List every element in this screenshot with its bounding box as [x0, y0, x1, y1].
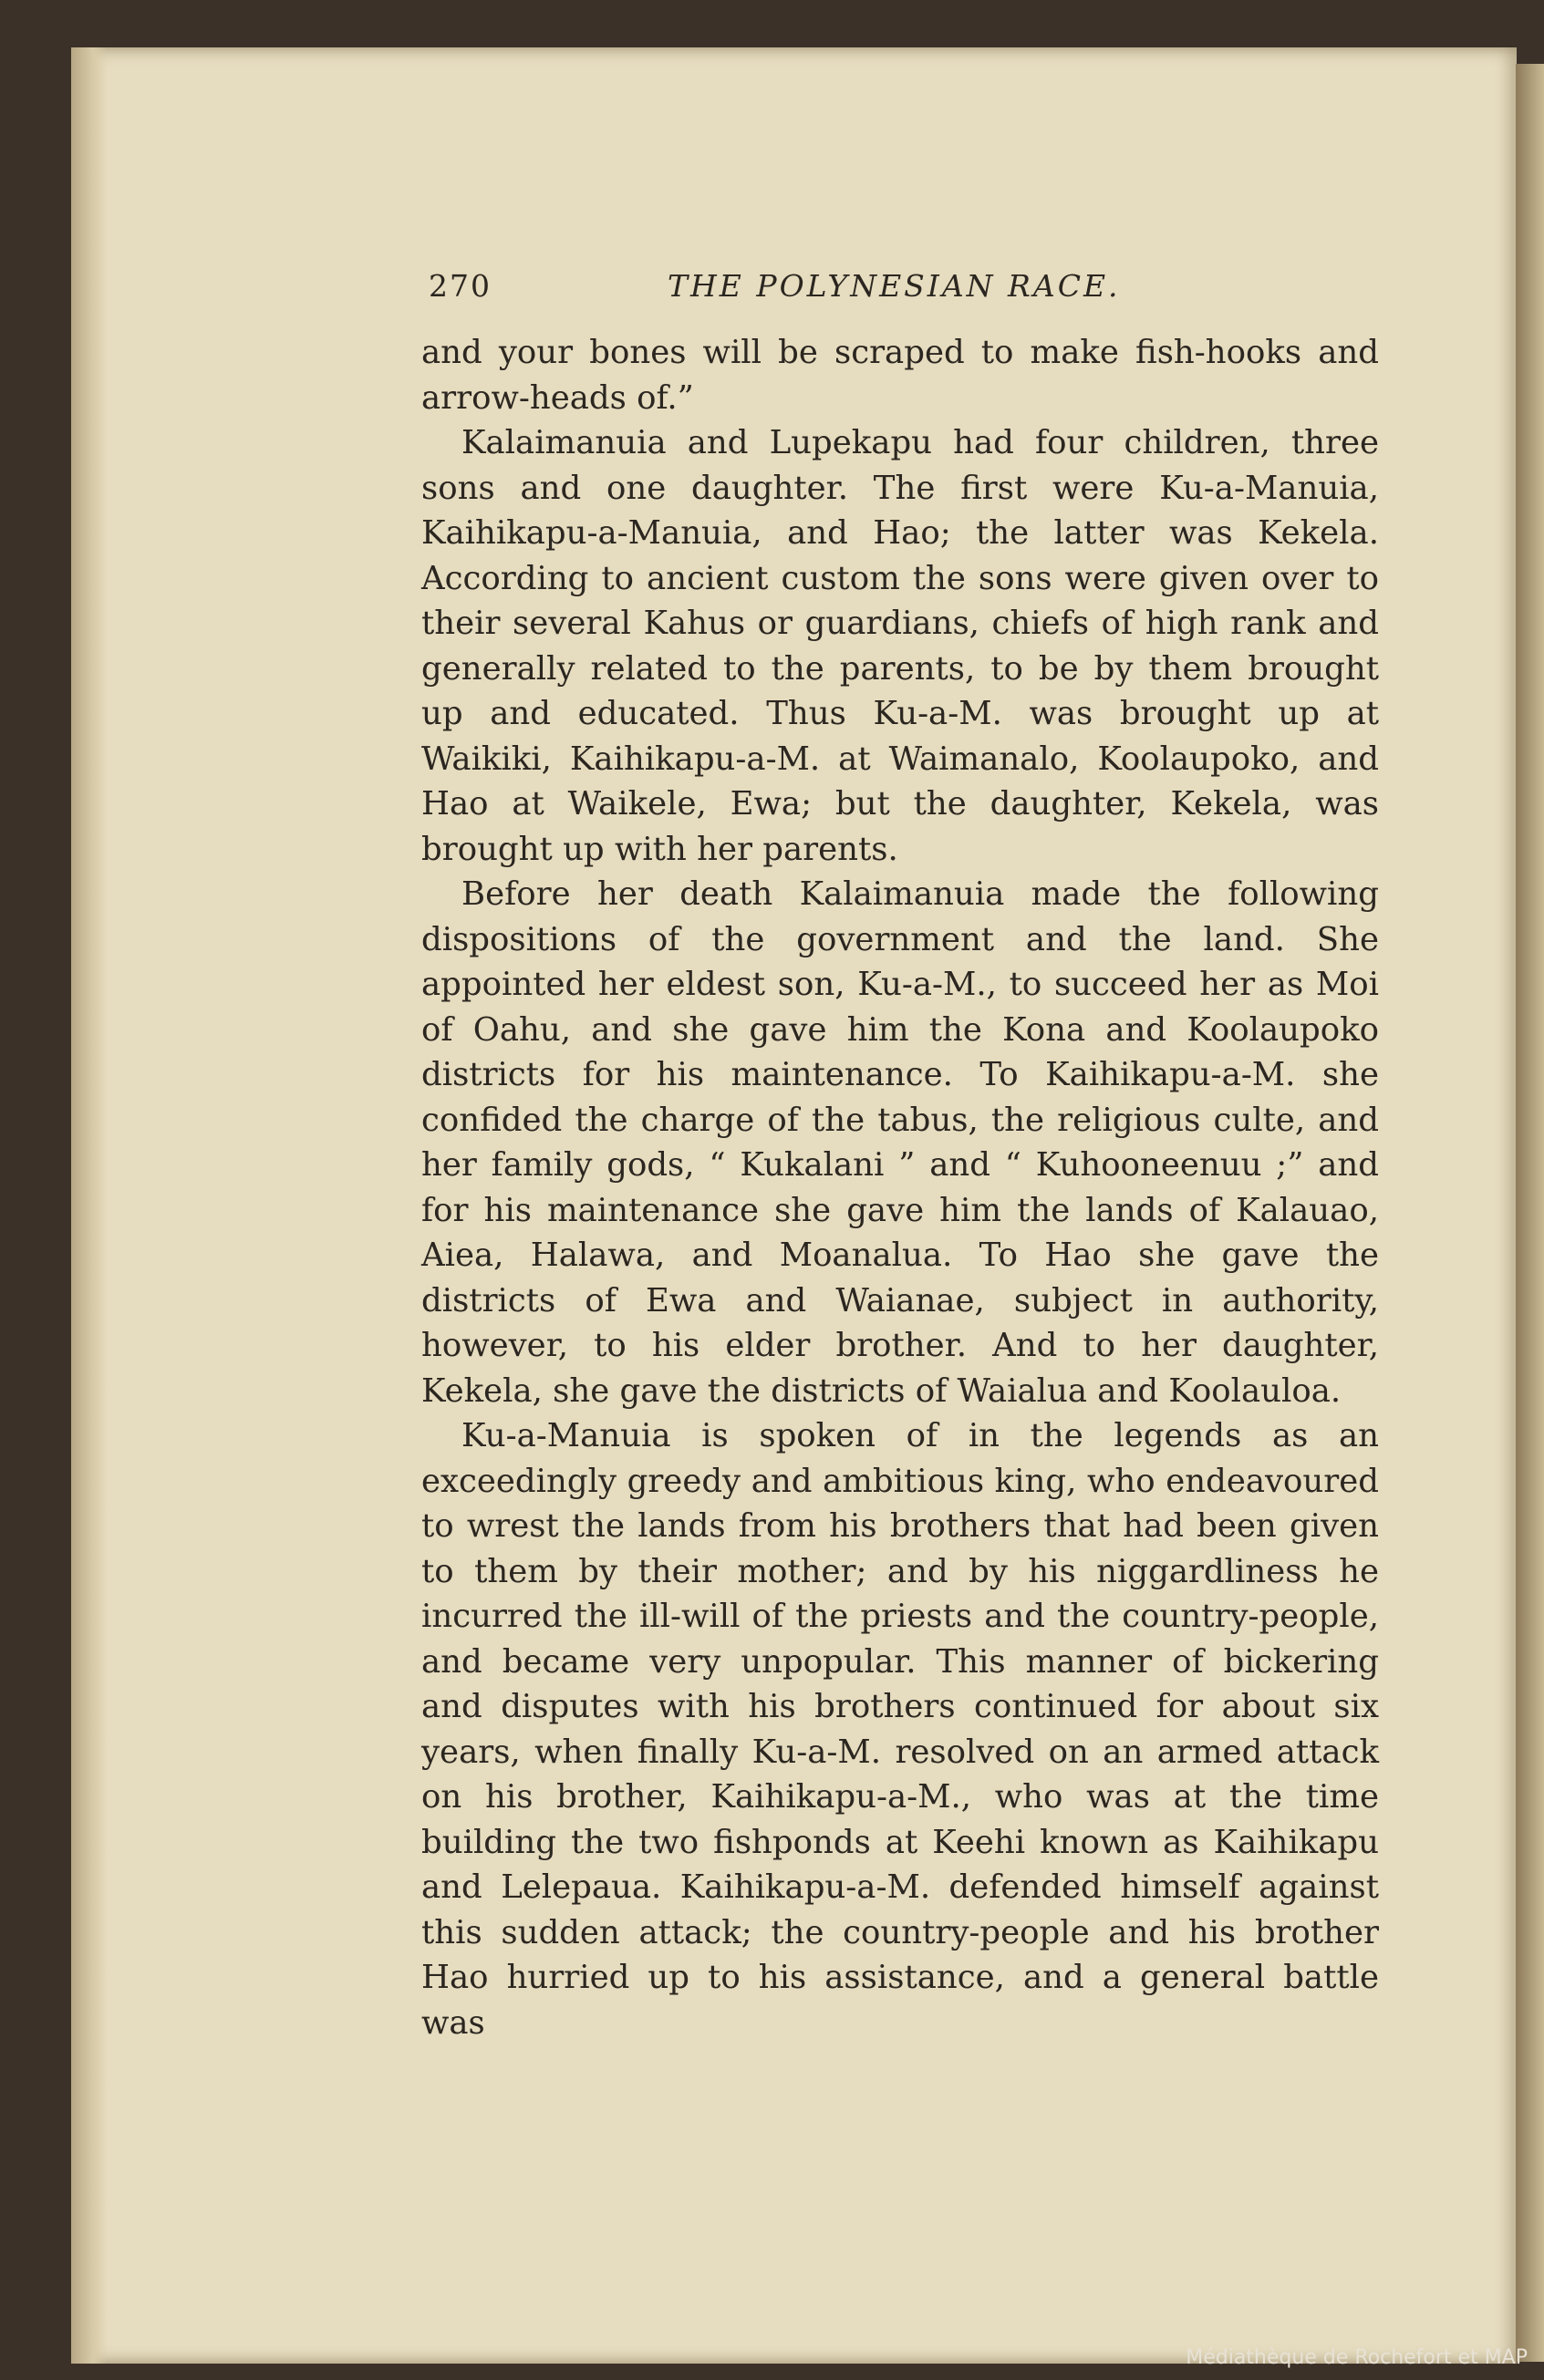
text-block — [421, 264, 1379, 2045]
paragraph-3: Before her death Kalaimanuia made the following dispositions of the government and the land. She appointed her eldest son, Ku-a-M., to succeed her as Moi of Oahu, and she gave him the Kona and Koolaupoko districts for his maintenance. To Kaihikapu-a-M. she confided the charge of the tabus, the religious culte, and her family gods, “ Kukalani ” and “ Kuhooneenuu ;” and for his maintenance she gave him the lands of Kalauao, Aiea, Halawa, and Moanalua. To Hao she gave the districts of Ewa and Waianae, subject in authority, however, to his elder brother. And to her daughter, Kekela, she gave the districts of Waialua and Koolauloa. — [421, 875, 1379, 1410]
paragraph-1: and your bones will be scraped to make fish-hooks and arrow-heads of.” — [421, 334, 1379, 417]
page-number: 270 — [429, 268, 492, 304]
page-binding-edge — [71, 47, 108, 2364]
paragraph-4: Ku-a-Manuia is spoken of in the legends as an exceedingly greedy and ambitious king, who endeavoured to wrest the lands from his brothers that had been given to them by their mother; and by his niggardliness he incurred the ill-will of the priests and the country-people, and became very unpopular. This manner of bickering and disputes with his brothers continued for about six years, when finally Ku-a-M. resolved on an armed attack on his brother, Kaihikapu-a-M., who was at the time building the two fishponds at Keehi known as Kaihikapu and Lelepaua. Kaihikapu-a-M. defended himself against this sudden attack; the country-people and his brother Hao hurried up to his assistance, and a general battle was — [421, 1417, 1379, 2042]
paragraph-2: Kalaimanuia and Lupekapu had four children, three sons and one daughter. The first were Ku-a-Manuia, Kaihikapu-a-Manuia, and Hao; the latter was Kekela. According to ancient custom the sons were given over to their several Kahus or guardians, chiefs of high rank and generally related to the parents, to be by them brought up and educated. Thus Ku-a-M. was brought up at Waikiki, Kaihikapu-a-M. at Waimanalo, Koolaupoko, and Hao at Waikele, Ewa; but the daughter, Kekela, was brought up with her parents. — [421, 424, 1379, 868]
running-head — [421, 264, 1379, 310]
running-title: THE POLYNESIAN RACE. — [668, 268, 1121, 304]
facing-page-edge — [1516, 64, 1544, 2362]
library-attribution: Médiathèque de Rochefort et MAP — [1186, 2346, 1528, 2369]
body-text — [421, 330, 1379, 2045]
